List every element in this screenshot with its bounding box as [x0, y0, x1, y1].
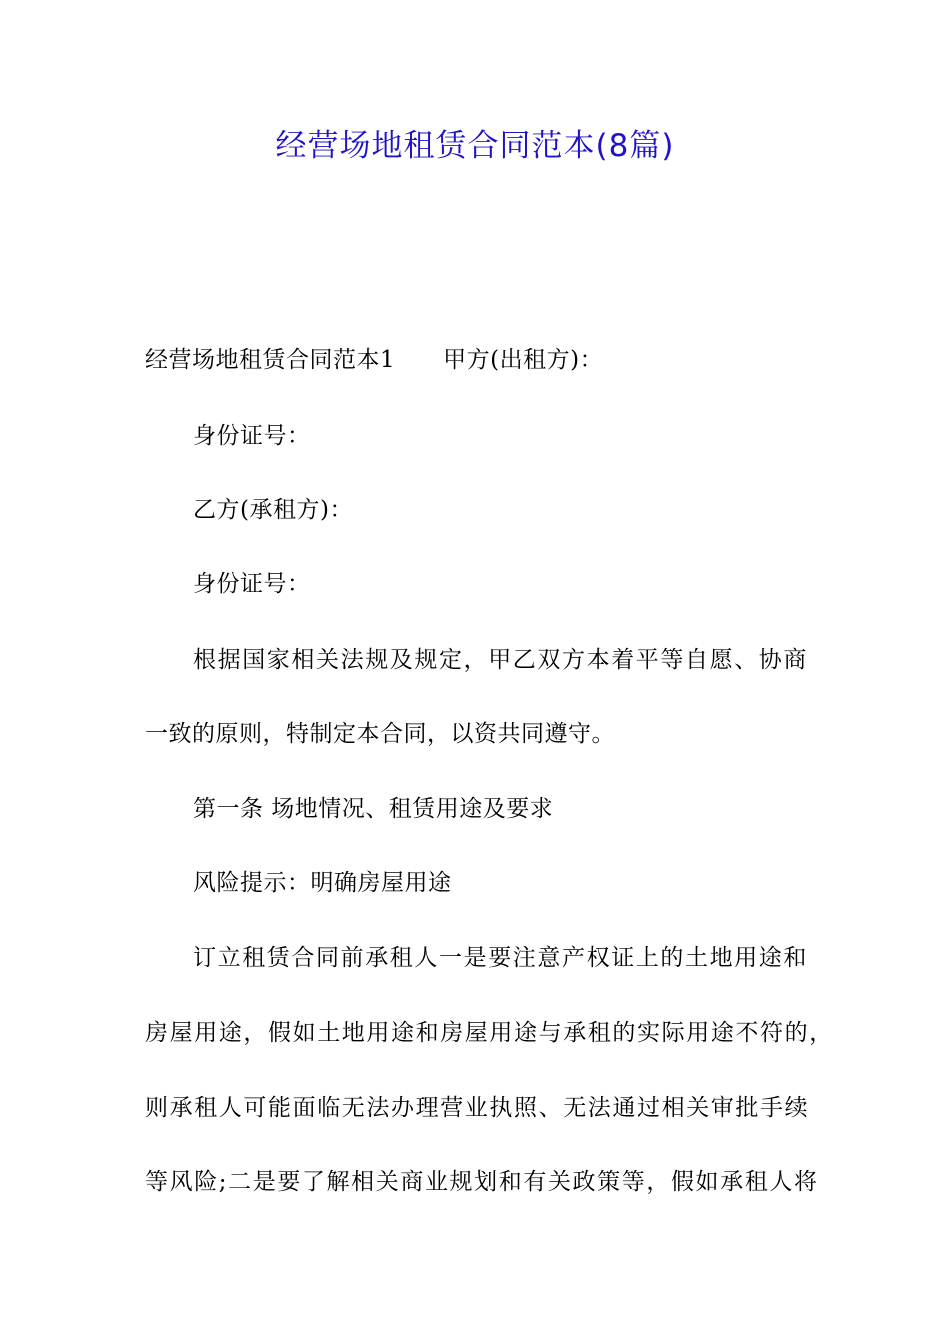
article-1-heading: 第一条 场地情况、租赁用途及要求: [193, 796, 554, 822]
first-line: [145, 344, 603, 376]
preamble-line-2: 一致的原则，特制定本合同，以资共同遵守。: [145, 721, 615, 747]
party-b-id-label: 身份证号：: [193, 571, 311, 597]
section-heading: 经营场地租赁合同范本1: [145, 347, 396, 373]
risk-tip: 风险提示：明确房屋用途: [193, 870, 452, 896]
paragraph-line-1: 订立租赁合同前承租人一是要注意产权证上的土地用途和: [193, 945, 808, 971]
preamble-line-1: 根据国家相关法规及规定，甲乙双方本着平等自愿、协商: [193, 647, 808, 673]
paragraph-line-3: 则承租人可能面临无法办理营业执照、无法通过相关审批手续: [145, 1095, 810, 1121]
paragraph-line-2: 房屋用途，假如土地用途和房屋用途与承租的实际用途不符的，: [145, 1020, 834, 1046]
party-a-id-label: 身份证号：: [193, 423, 311, 449]
party-b-label: 乙方(承租方)：: [193, 497, 353, 523]
paragraph-line-4: 等风险;二是要了解相关商业规划和有关政策等，假如承租人将: [145, 1169, 819, 1195]
party-a-label: 甲方(出租方)：: [443, 347, 604, 373]
document-title: 经营场地租赁合同范本(8篇): [275, 128, 675, 164]
